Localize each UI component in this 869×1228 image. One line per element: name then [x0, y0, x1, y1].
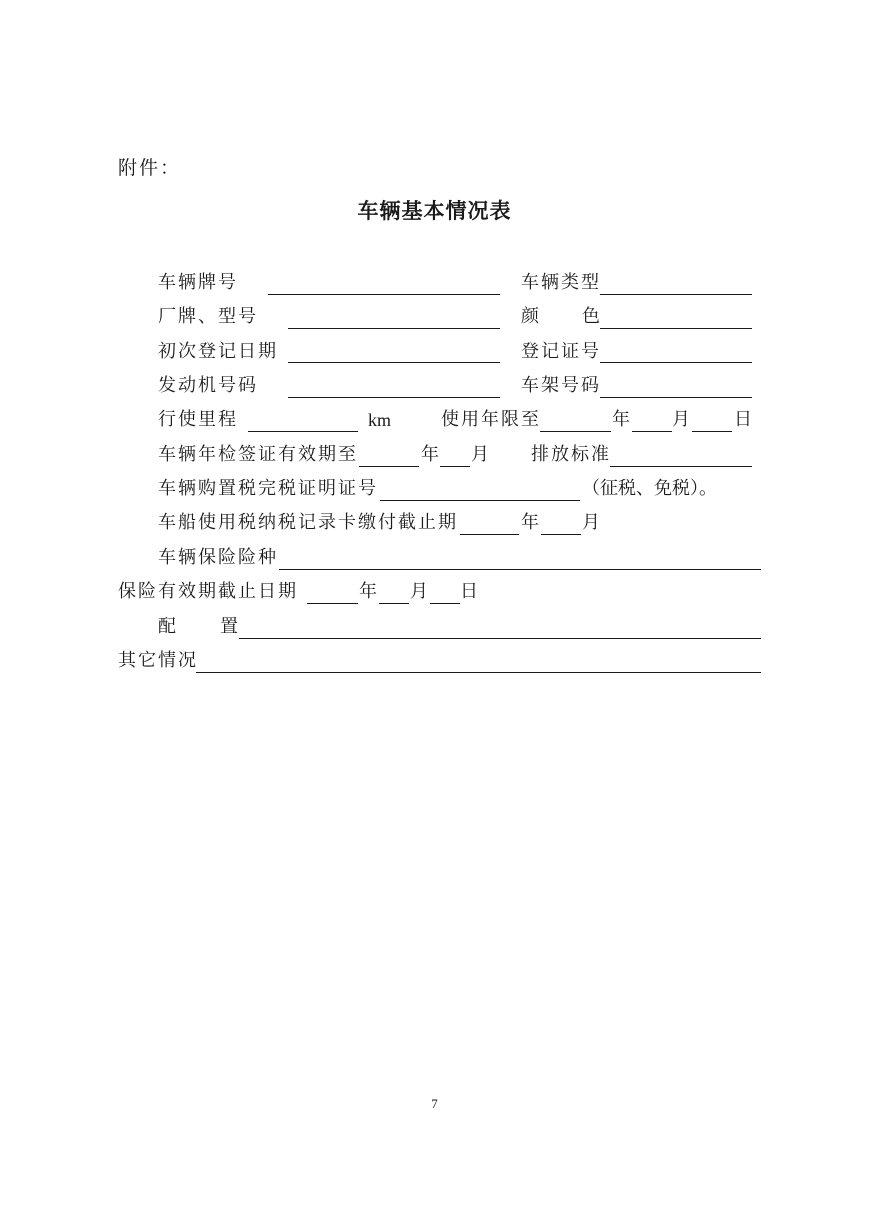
mileage-field-line[interactable]: [248, 431, 358, 432]
insurance-expiry-label: 保险有效期截止日期: [118, 581, 298, 602]
vessel-tax-year-unit: 年: [521, 512, 539, 533]
brand-model-label: 厂牌、型号: [158, 306, 258, 327]
first-registration-date-label: 初次登记日期: [158, 341, 278, 362]
insurance-expiry-day-line[interactable]: [430, 603, 460, 604]
use-limit-month-unit: 月: [672, 409, 690, 430]
first-registration-date-field-line[interactable]: [288, 362, 500, 363]
mileage-unit: km: [368, 410, 392, 430]
vehicle-type-field-line[interactable]: [600, 294, 752, 295]
frame-number-label: 车架号码: [521, 375, 601, 396]
vehicle-type-label: 车辆类型: [521, 272, 601, 293]
vessel-tax-month-unit: 月: [582, 512, 600, 533]
other-info-label: 其它情况: [118, 650, 198, 671]
insurance-expiry-month-line[interactable]: [379, 603, 409, 604]
color-field-line[interactable]: [600, 328, 752, 329]
registration-cert-label: 登记证号: [521, 341, 601, 362]
config-label-first-char: 配: [158, 616, 176, 637]
inspection-validity-label: 车辆年检签证有效期至: [158, 444, 358, 465]
insurance-type-label: 车辆保险险种: [158, 547, 278, 568]
inspection-month-unit: 月: [471, 444, 489, 465]
plate-label: 车辆牌号: [158, 272, 238, 293]
insurance-expiry-day-unit: 日: [460, 581, 478, 602]
plate-field-line[interactable]: [268, 294, 500, 295]
insurance-expiry-year-unit: 年: [359, 581, 377, 602]
vessel-tax-deadline-label: 车船使用税纳税记录卡缴付截止期: [158, 512, 458, 533]
inspection-year-line[interactable]: [359, 466, 419, 467]
use-limit-day-line[interactable]: [692, 431, 732, 432]
mileage-label: 行使里程: [158, 409, 238, 430]
registration-cert-field-line[interactable]: [600, 362, 752, 363]
page-number: 7: [431, 1096, 438, 1111]
insurance-expiry-month-unit: 月: [410, 581, 428, 602]
purchase-tax-cert-field-line[interactable]: [380, 500, 580, 501]
vessel-tax-year-line[interactable]: [460, 534, 519, 535]
brand-model-field-line[interactable]: [288, 328, 500, 329]
use-limit-day-unit: 日: [734, 409, 752, 430]
config-label-second-char: 置: [220, 616, 238, 637]
form-title: 车辆基本情况表: [357, 199, 512, 223]
use-limit-month-line[interactable]: [632, 431, 672, 432]
use-limit-label: 使用年限至: [441, 409, 541, 430]
engine-number-label: 发动机号码: [158, 375, 258, 396]
engine-number-field-line[interactable]: [288, 397, 500, 398]
use-limit-year-unit: 年: [612, 409, 630, 430]
vessel-tax-month-line[interactable]: [541, 534, 581, 535]
purchase-tax-cert-label: 车辆购置税完税证明证号: [158, 478, 378, 499]
other-info-field-line[interactable]: [196, 672, 761, 673]
config-field-line[interactable]: [239, 638, 761, 639]
use-limit-year-line[interactable]: [540, 431, 611, 432]
emission-standard-field-line[interactable]: [610, 466, 752, 467]
color-label-first-char: 颜: [521, 306, 539, 327]
emission-standard-label: 排放标准: [531, 444, 611, 465]
purchase-tax-note: （征税、免税）。: [582, 478, 717, 499]
insurance-expiry-year-line[interactable]: [307, 603, 358, 604]
color-label-second-char: 色: [582, 306, 600, 327]
frame-number-field-line[interactable]: [600, 397, 752, 398]
insurance-type-field-line[interactable]: [279, 569, 761, 570]
attachment-label: 附件：: [118, 157, 182, 179]
inspection-year-unit: 年: [421, 444, 439, 465]
inspection-month-line[interactable]: [440, 466, 470, 467]
